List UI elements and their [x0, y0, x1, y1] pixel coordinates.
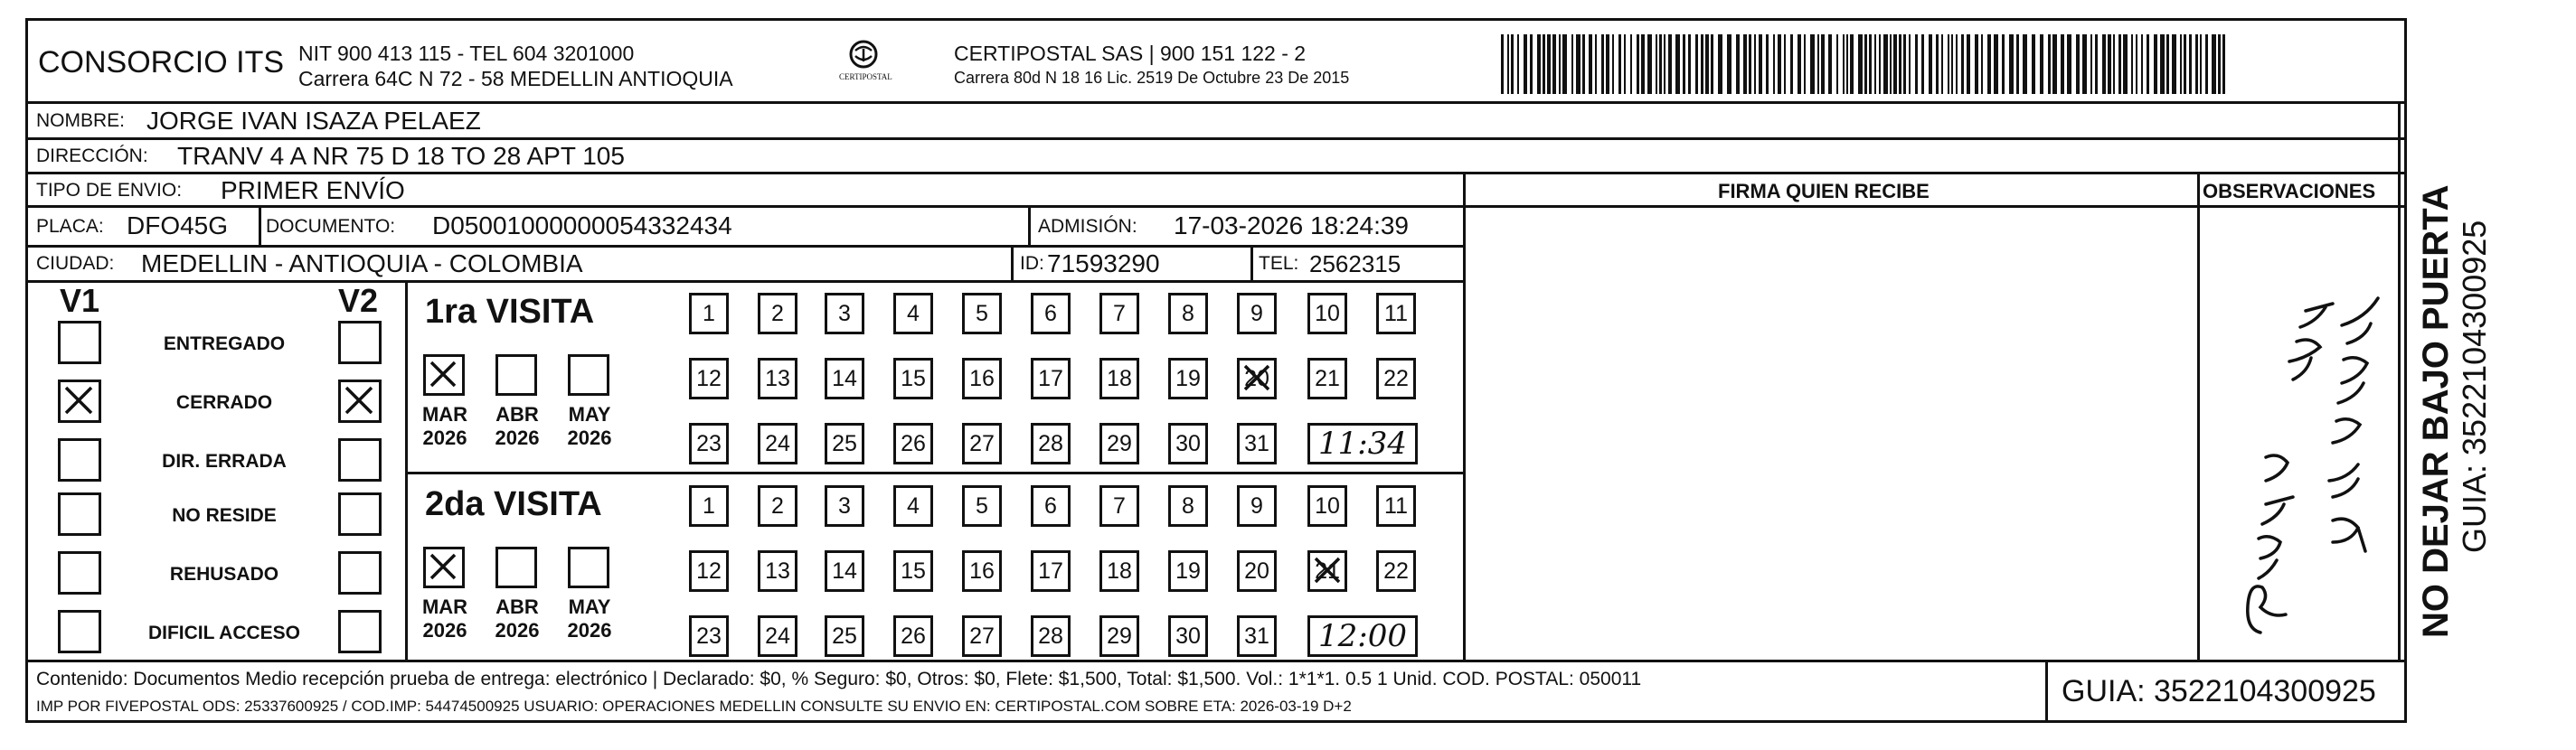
certipostal-logo [832, 38, 895, 92]
day-box[interactable]: 18 [1099, 358, 1139, 399]
status-v1-checkbox[interactable] [58, 551, 101, 595]
month-label: MAY 2026 [567, 595, 612, 642]
day-box[interactable]: 30 [1168, 423, 1208, 464]
day-box[interactable]: 21 [1307, 550, 1347, 592]
day-box[interactable]: 18 [1099, 550, 1139, 592]
day-box[interactable]: 10 [1307, 293, 1347, 334]
status-label: CERRADO [175, 392, 273, 413]
visit-time-box[interactable]: 12:00 [1307, 615, 1418, 657]
tipo-envio-value: PRIMER ENVÍO [221, 176, 405, 204]
day-box[interactable]: 6 [1031, 485, 1071, 527]
status-v2-checkbox[interactable] [338, 380, 382, 423]
company-name: CONSORCIO ITS [38, 45, 285, 80]
status-v1-checkbox[interactable] [58, 380, 101, 423]
day-box[interactable]: 7 [1099, 293, 1139, 334]
logo-text: CERTIPOSTAL [839, 72, 892, 81]
day-box[interactable]: 1 [689, 293, 729, 334]
day-box[interactable]: 30 [1168, 615, 1208, 657]
status-v2-checkbox[interactable] [338, 321, 382, 364]
day-box[interactable]: 20 [1237, 358, 1277, 399]
direccion-value: TRANV 4 A NR 75 D 18 TO 28 APT 105 [177, 142, 625, 170]
certipostal-logo-icon [832, 38, 895, 92]
day-box[interactable]: 11 [1376, 485, 1416, 527]
day-box[interactable]: 29 [1099, 615, 1139, 657]
day-box[interactable]: 4 [893, 485, 933, 527]
v1-label: V1 [60, 282, 100, 319]
day-box[interactable]: 2 [758, 293, 797, 334]
id-label: ID: [1020, 253, 1044, 274]
day-box[interactable]: 15 [893, 358, 933, 399]
day-box[interactable]: 16 [962, 550, 1002, 592]
status-label: REHUSADO [169, 564, 279, 585]
day-box[interactable]: 24 [758, 615, 797, 657]
barcode [1501, 34, 2229, 94]
month-label: ABR 2026 [495, 595, 540, 642]
day-box[interactable]: 19 [1168, 550, 1208, 592]
day-box[interactable]: 22 [1376, 358, 1416, 399]
id-value: 71593290 [1047, 249, 1160, 277]
day-box[interactable]: 13 [758, 358, 797, 399]
status-v2-checkbox[interactable] [338, 438, 382, 482]
day-box[interactable]: 27 [962, 615, 1002, 657]
day-box[interactable]: 8 [1168, 293, 1208, 334]
tipo-envio-label: TIPO DE ENVIO: [36, 180, 183, 201]
month-checkbox[interactable] [423, 547, 465, 588]
day-box[interactable]: 31 [1237, 615, 1277, 657]
company-nit-tel: NIT 900 413 115 - TEL 604 3201000 [298, 42, 635, 65]
day-box[interactable]: 26 [893, 615, 933, 657]
day-box[interactable]: 9 [1237, 485, 1277, 527]
footer-guia: GUIA: 3522104300925 [2062, 674, 2376, 708]
day-box[interactable]: 9 [1237, 293, 1277, 334]
guia-vertical: GUIA: 3522104300925 [2456, 220, 2493, 553]
day-box[interactable]: 14 [825, 550, 864, 592]
footer-contenido: Contenido: Documentos Medio recepción prueba de entrega: electrónico | Declarado: $0, % Seguro: $0, Otros: $0, Flete: $1,500, Total: $1,500. Vol.: 1*1*1. 0.5 1 Unid. COD. POSTAL: 050011 [36, 669, 1642, 689]
tel-value: 2562315 [1309, 250, 1401, 277]
placa-label: PLACA: [36, 216, 104, 237]
observaciones-label: OBSERVACIONES [2203, 180, 2376, 202]
day-box[interactable]: 25 [825, 615, 864, 657]
no-dejar-warning: NO DEJAR BAJO PUERTA [2416, 184, 2456, 638]
day-box[interactable]: 28 [1031, 615, 1071, 657]
status-label: NO RESIDE [172, 505, 277, 526]
day-box[interactable]: 8 [1168, 485, 1208, 527]
day-box[interactable]: 21 [1307, 358, 1347, 399]
day-box[interactable]: 22 [1376, 550, 1416, 592]
v2-label: V2 [338, 282, 379, 319]
visit-title: 1ra VISITA [425, 293, 595, 331]
company-address: Carrera 64C N 72 - 58 MEDELLIN ANTIOQUIA [298, 67, 733, 90]
ciudad-value: MEDELLIN - ANTIOQUIA - COLOMBIA [141, 249, 583, 277]
status-v1-checkbox[interactable] [58, 321, 101, 364]
visit-time-box[interactable]: 11:34 [1307, 423, 1418, 464]
handwritten-observation [2206, 271, 2387, 651]
month-label: MAR 2026 [421, 403, 468, 449]
documento-value: D05001000000054332434 [432, 211, 732, 239]
ciudad-label: CIUDAD: [36, 253, 115, 274]
firma-label: FIRMA QUIEN RECIBE [1718, 180, 1930, 202]
month-checkbox[interactable] [495, 354, 537, 396]
day-box[interactable]: 27 [962, 423, 1002, 464]
day-box[interactable]: 16 [962, 358, 1002, 399]
day-box[interactable]: 23 [689, 423, 729, 464]
day-box[interactable]: 15 [893, 550, 933, 592]
day-box[interactable]: 17 [1031, 550, 1071, 592]
certipostal-line: CERTIPOSTAL SAS | 900 151 122 - 2 [954, 42, 1307, 65]
day-box[interactable]: 26 [893, 423, 933, 464]
day-box[interactable]: 14 [825, 358, 864, 399]
nombre-label: NOMBRE: [36, 110, 126, 131]
day-box[interactable]: 20 [1237, 550, 1277, 592]
status-v2-checkbox[interactable] [338, 492, 382, 536]
status-label: DIR. ERRADA [162, 451, 287, 472]
day-box[interactable]: 17 [1031, 358, 1071, 399]
status-v1-checkbox[interactable] [58, 610, 101, 653]
day-box[interactable]: 11 [1376, 293, 1416, 334]
day-box[interactable]: 5 [962, 293, 1002, 334]
day-box[interactable]: 29 [1099, 423, 1139, 464]
status-v1-checkbox[interactable] [58, 438, 101, 482]
footer-imp: IMP POR FIVEPOSTAL ODS: 25337600925 / COD.IMP: 54474500925 USUARIO: OPERACIONES MEDELLIN CONSULTE SU ENVIO EN: CERTIPOSTAL.COM SOBRE ETA: 2026-03-19 D+2 [36, 698, 1352, 715]
day-box[interactable]: 10 [1307, 485, 1347, 527]
day-box[interactable]: 5 [962, 485, 1002, 527]
month-label: MAR 2026 [421, 595, 468, 642]
day-box[interactable]: 31 [1237, 423, 1277, 464]
day-box[interactable]: 7 [1099, 485, 1139, 527]
month-label: ABR 2026 [495, 403, 540, 449]
day-box[interactable]: 13 [758, 550, 797, 592]
tel-label: TEL: [1259, 253, 1299, 274]
day-box[interactable]: 3 [825, 485, 864, 527]
certipostal-address: Carrera 80d N 18 16 Lic. 2519 De Octubre 23 De 2015 [954, 69, 1350, 87]
month-checkbox[interactable] [568, 354, 609, 396]
status-v1-checkbox[interactable] [58, 492, 101, 536]
documento-label: DOCUMENTO: [266, 216, 396, 237]
status-v2-checkbox[interactable] [338, 551, 382, 595]
day-box[interactable]: 25 [825, 423, 864, 464]
day-box[interactable]: 2 [758, 485, 797, 527]
day-box[interactable]: 24 [758, 423, 797, 464]
visit-title: 2da VISITA [425, 485, 602, 523]
day-box[interactable]: 19 [1168, 358, 1208, 399]
placa-value: DFO45G [127, 211, 229, 239]
day-box[interactable]: 4 [893, 293, 933, 334]
month-label: MAY 2026 [567, 403, 612, 449]
month-checkbox[interactable] [568, 547, 609, 588]
day-box[interactable]: 28 [1031, 423, 1071, 464]
direccion-label: DIRECCIÓN: [36, 145, 148, 166]
nombre-value: JORGE IVAN ISAZA PELAEZ [146, 107, 481, 135]
day-box[interactable]: 12 [689, 550, 729, 592]
month-checkbox[interactable] [495, 547, 537, 588]
day-box[interactable]: 23 [689, 615, 729, 657]
day-box[interactable]: 1 [689, 485, 729, 527]
day-box[interactable]: 12 [689, 358, 729, 399]
status-v2-checkbox[interactable] [338, 610, 382, 653]
status-label: ENTREGADO [163, 333, 286, 354]
admision-label: ADMISIÓN: [1038, 216, 1137, 237]
day-box[interactable]: 3 [825, 293, 864, 334]
status-label: DIFICIL ACCESO [147, 623, 300, 643]
admision-value: 17-03-2026 18:24:39 [1174, 211, 1409, 239]
day-box[interactable]: 6 [1031, 293, 1071, 334]
month-checkbox[interactable] [423, 354, 465, 396]
